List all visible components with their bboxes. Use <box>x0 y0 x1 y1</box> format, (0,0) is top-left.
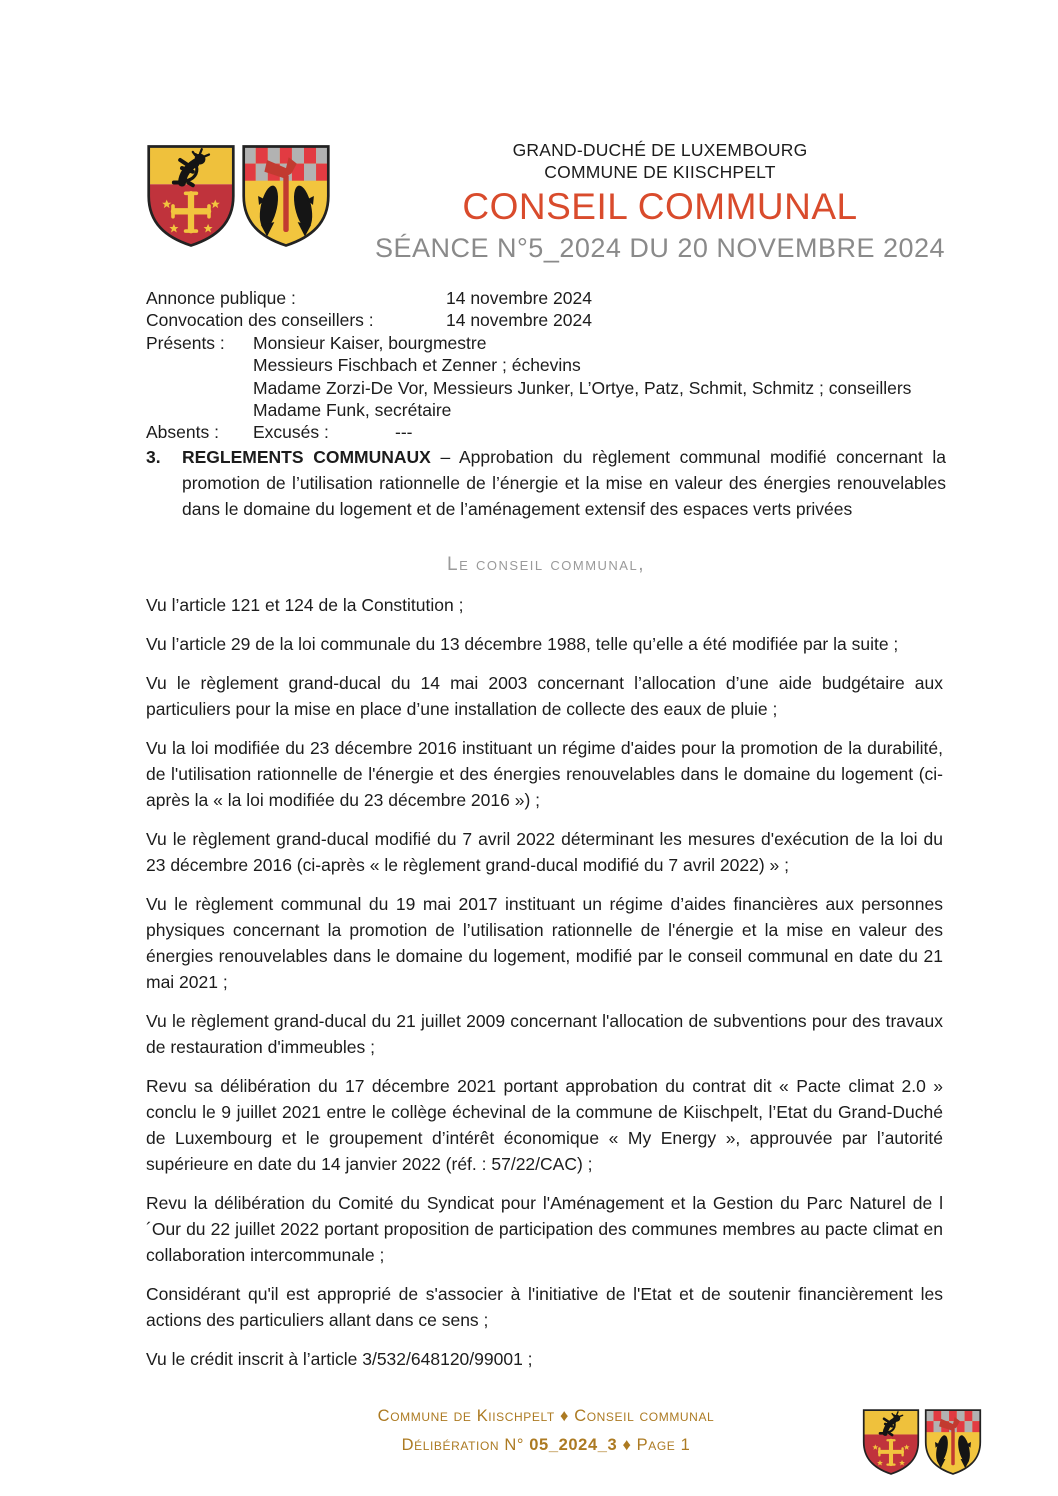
deliberation-paragraph: Vu l’article 29 de la loi communale du 13 décembre 1988, telle qu’elle a été modifiée par la suite ; <box>146 634 899 654</box>
deliberation-paragraph: Vu l’article 121 et 124 de la Constitution ; <box>146 595 464 615</box>
presents-line: Monsieur Kaiser, bourgmestre <box>253 332 487 353</box>
deliberation-paragraph: Vu le règlement grand-ducal du 21 juillet 2009 concernant l'allocation de subventions pour des travaux de restauration d'immeubles ; <box>146 1011 943 1057</box>
deliberation-body <box>146 592 943 1385</box>
convocation-value: 14 novembre 2024 <box>446 310 592 331</box>
footer-page-suffix: ♦ Page 1 <box>617 1436 691 1454</box>
country-heading: GRAND-DUCHÉ DE LUXEMBOURG <box>512 140 808 160</box>
agenda-item <box>146 444 946 522</box>
meta-row-annonce <box>146 287 952 309</box>
agenda-item-title: REGLEMENTS COMMUNAUX <box>182 447 431 467</box>
document-header <box>340 139 980 264</box>
deliberation-paragraph: Vu le crédit inscrit à l’article 3/532/648120/99001 ; <box>146 1349 533 1369</box>
presents-line: Messieurs Fischbach et Zenner ; échevins <box>253 355 581 376</box>
agenda-item-number: 3. <box>146 447 161 467</box>
agenda-item-text <box>182 444 946 522</box>
deliberation-paragraph: Vu le règlement grand-ducal du 14 mai 2003 concernant l’allocation d’une aide budgétaire aux particuliers pour la mise en place d’une installation de collecte des eaux de pluie ; <box>146 673 943 719</box>
deliberation-paragraph: Revu sa délibération du 17 décembre 2021 portant approbation du contrat dit « Pacte climat 2.0 » conclu le 9 juillet 2021 entre le collège échevinal de la commune de Kiischpelt, l’Etat du Grand-Duché de Luxembourg et le groupement d’intérêt économique « My Energy », approuvée par l’autorité supérieure en date du 14 janvier 2022 (réf. : 57/22/CAC) ; <box>146 1076 943 1174</box>
convocation-label: Convocation des conseillers : <box>146 310 374 331</box>
council-salutation: Le conseil communal, <box>447 554 645 575</box>
agenda-item-description: Approbation du règlement communal modifié concernant la promotion de l’utilisation rationnelle de l’énergie et la mise en valeur des énergies renouvelables dans le domaine du logement et de l’aménagement extensif des espaces verts privées <box>182 447 946 519</box>
presents-label: Présents : <box>146 332 225 353</box>
deliberation-paragraph: Vu la loi modifiée du 23 décembre 2016 instituant un régime d'aides pour la promotion de la durabilité, de l'utilisation rationnelle de l'énergie et des énergies renouvelables dans le domaine du logement (ci-après la « la loi modifiée du 23 décembre 2016 ») ; <box>146 738 943 810</box>
footer-deliberation-prefix: Délibération N° <box>401 1436 530 1454</box>
excuses-value: --- <box>395 422 413 443</box>
footer-coat-of-arms-lion-cross-icon <box>862 1408 920 1476</box>
footer-deliberation-number: 05_2024_3 <box>529 1436 618 1454</box>
footer-coats-of-arms <box>862 1408 982 1476</box>
deliberation-paragraph: Vu le règlement grand-ducal modifié du 7 avril 2022 déterminant les mesures d'exécution de la loi du 23 décembre 2016 (ci-après « le règlement grand-ducal modifié du 7 avril 2022) » ; <box>146 829 943 875</box>
session-subtitle: SÉANCE N°5_2024 DU 20 NOVEMBRE 2024 <box>374 233 946 263</box>
footer-commune-line: Commune de Kiischpelt ♦ Conseil communal <box>377 1407 715 1425</box>
meta-row-absents <box>146 421 952 443</box>
page-title: CONSEIL COMMUNAL <box>462 186 858 227</box>
annonce-label: Annonce publique : <box>146 288 296 308</box>
deliberation-paragraph: Vu le règlement communal du 19 mai 2017 instituant un régime d’aides financières aux personnes physiques concernant la promotion de l’utilisation rationnelle de l'énergie et la mise en valeur des énergies renouvelables dans le domaine du logement, modifié par le conseil communal en date du 21 mai 2021 ; <box>146 894 943 992</box>
commune-heading: COMMUNE DE KIISCHPELT <box>544 162 776 182</box>
footer-deliberation-line <box>146 1431 946 1460</box>
presents-line: Madame Funk, secrétaire <box>253 400 452 421</box>
coat-of-arms-fish-axe-icon <box>241 143 331 249</box>
meta-row-presents <box>146 332 952 422</box>
coat-of-arms-lion-cross-icon <box>146 143 236 249</box>
meta-row-convocation <box>146 309 952 331</box>
agenda-item-separator: – <box>430 447 459 467</box>
footer-coat-of-arms-fish-axe-icon <box>924 1408 982 1476</box>
presents-line: Madame Zorzi-De Vor, Messieurs Junker, L’Ortye, Patz, Schmit, Schmitz ; conseillers <box>253 377 912 398</box>
header-coats-of-arms <box>146 143 331 249</box>
deliberation-paragraph: Considérant qu'il est approprié de s'associer à l'initiative de l'Etat et de soutenir financièrement les actions des particuliers allant dans ce sens ; <box>146 1284 943 1330</box>
absents-label: Absents : <box>146 422 219 443</box>
excuses-label: Excusés : <box>253 422 329 443</box>
page-footer <box>146 1402 946 1460</box>
session-metadata <box>146 287 952 444</box>
annonce-value: 14 novembre 2024 <box>446 288 592 308</box>
deliberation-paragraph: Revu la délibération du Comité du Syndicat pour l'Aménagement et la Gestion du Parc Naturel de l´Our du 22 juillet 2022 portant proposition de participation des communes membres au pacte climat en collaboration intercommunale ; <box>146 1193 943 1265</box>
presents-list <box>253 332 952 422</box>
